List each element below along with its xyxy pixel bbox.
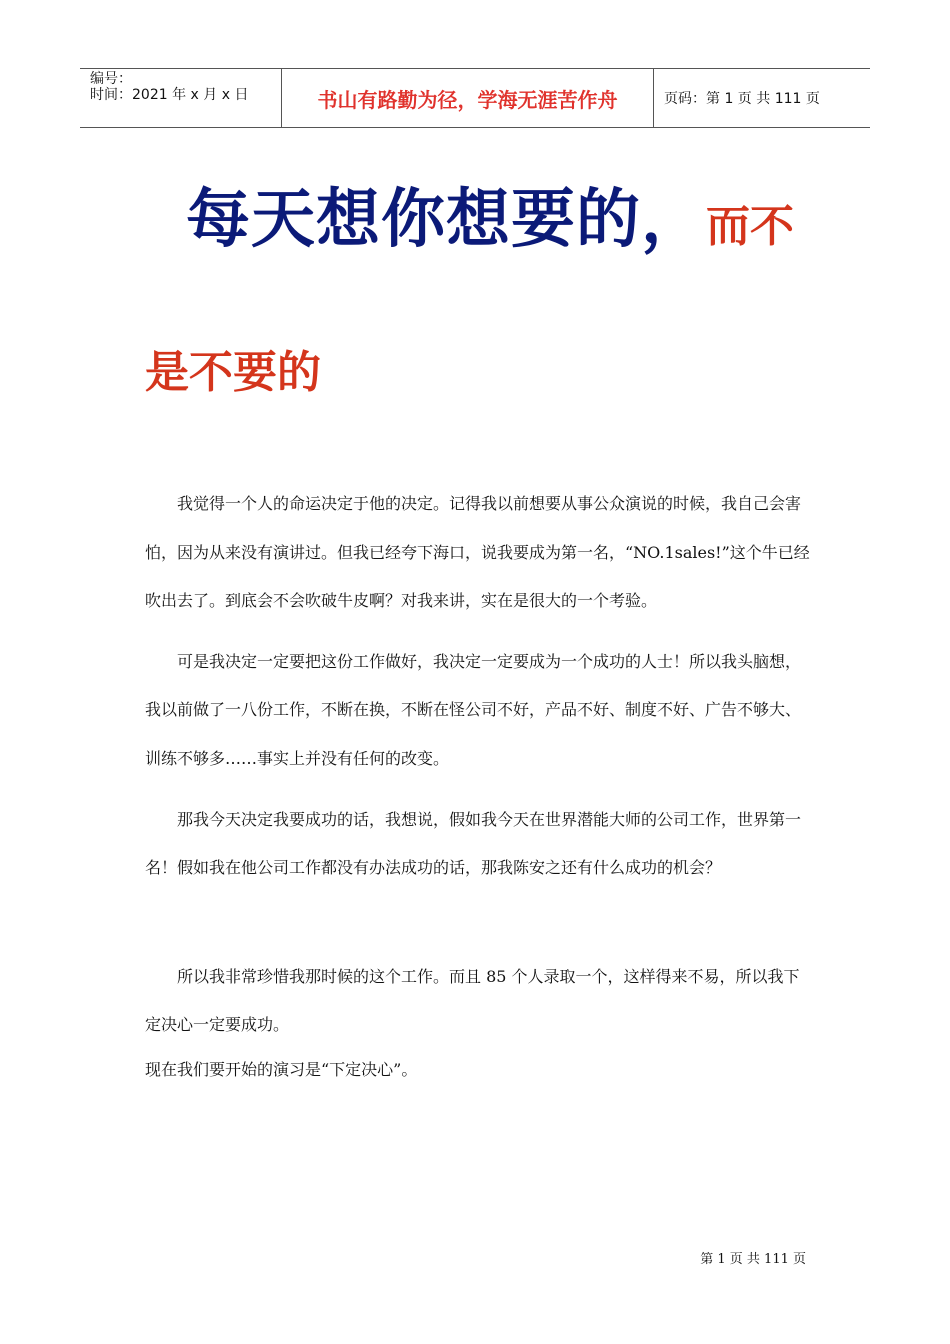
document-title-line-2: 是不要的 xyxy=(145,347,321,398)
title-part-red: 而不 xyxy=(706,201,794,252)
paragraph: 可是我决定一定要把这份工作做好，我决定一定要成为一个成功的人士！所以我头脑想，我以前做了一八份工作，不断在换，不断在怪公司不好，产品不好、制度不好、广告不够大、训练不够多……事实上并没有任何的改变。 xyxy=(145,651,802,768)
paragraph: 那我今天决定我要成功的话，我想说，假如我今天在世界潜能大师的公司工作，世界第一名！假如我在他公司工作都没有办法成功的话，那我陈安之还有什么成功的机会？ xyxy=(145,809,802,878)
header-motto: 书山有路勤为径，学海无涯苦作舟 xyxy=(282,69,654,127)
document-body xyxy=(145,480,811,1090)
header-number: 编号： xyxy=(90,71,132,87)
paragraph: 我觉得一个人的命运决定于他的决定。记得我以前想要从事公众演说的时候，我自己会害怕，因为从来没有演讲过。但我已经夸下海口，说我要成为第一名，“NO.1sales!”这个牛已经吹出去了。到底会不会吹破牛皮啊？对我来讲，实在是很大的一个考验。 xyxy=(145,494,810,611)
header-time: 时间：2021 年 x 月 x 日 xyxy=(90,87,249,103)
paragraph: 所以我非常珍惜我那时候的这个工作。而且 85 个人录取一个，这样得来不易，所以我下定决心一定要成功。 xyxy=(145,966,800,1035)
header-meta xyxy=(80,69,282,127)
title-part-blue: 每天想你想要的， xyxy=(186,183,706,257)
page-header xyxy=(80,68,870,128)
document-title-line-1 xyxy=(0,168,950,257)
paragraph: 现在我们要开始的演习是“下定决心”。 xyxy=(145,1059,418,1079)
header-page-info: 页码：第 1 页 共 111 页 xyxy=(664,91,820,107)
page-footer: 第 1 页 共 111 页 xyxy=(700,1252,806,1267)
